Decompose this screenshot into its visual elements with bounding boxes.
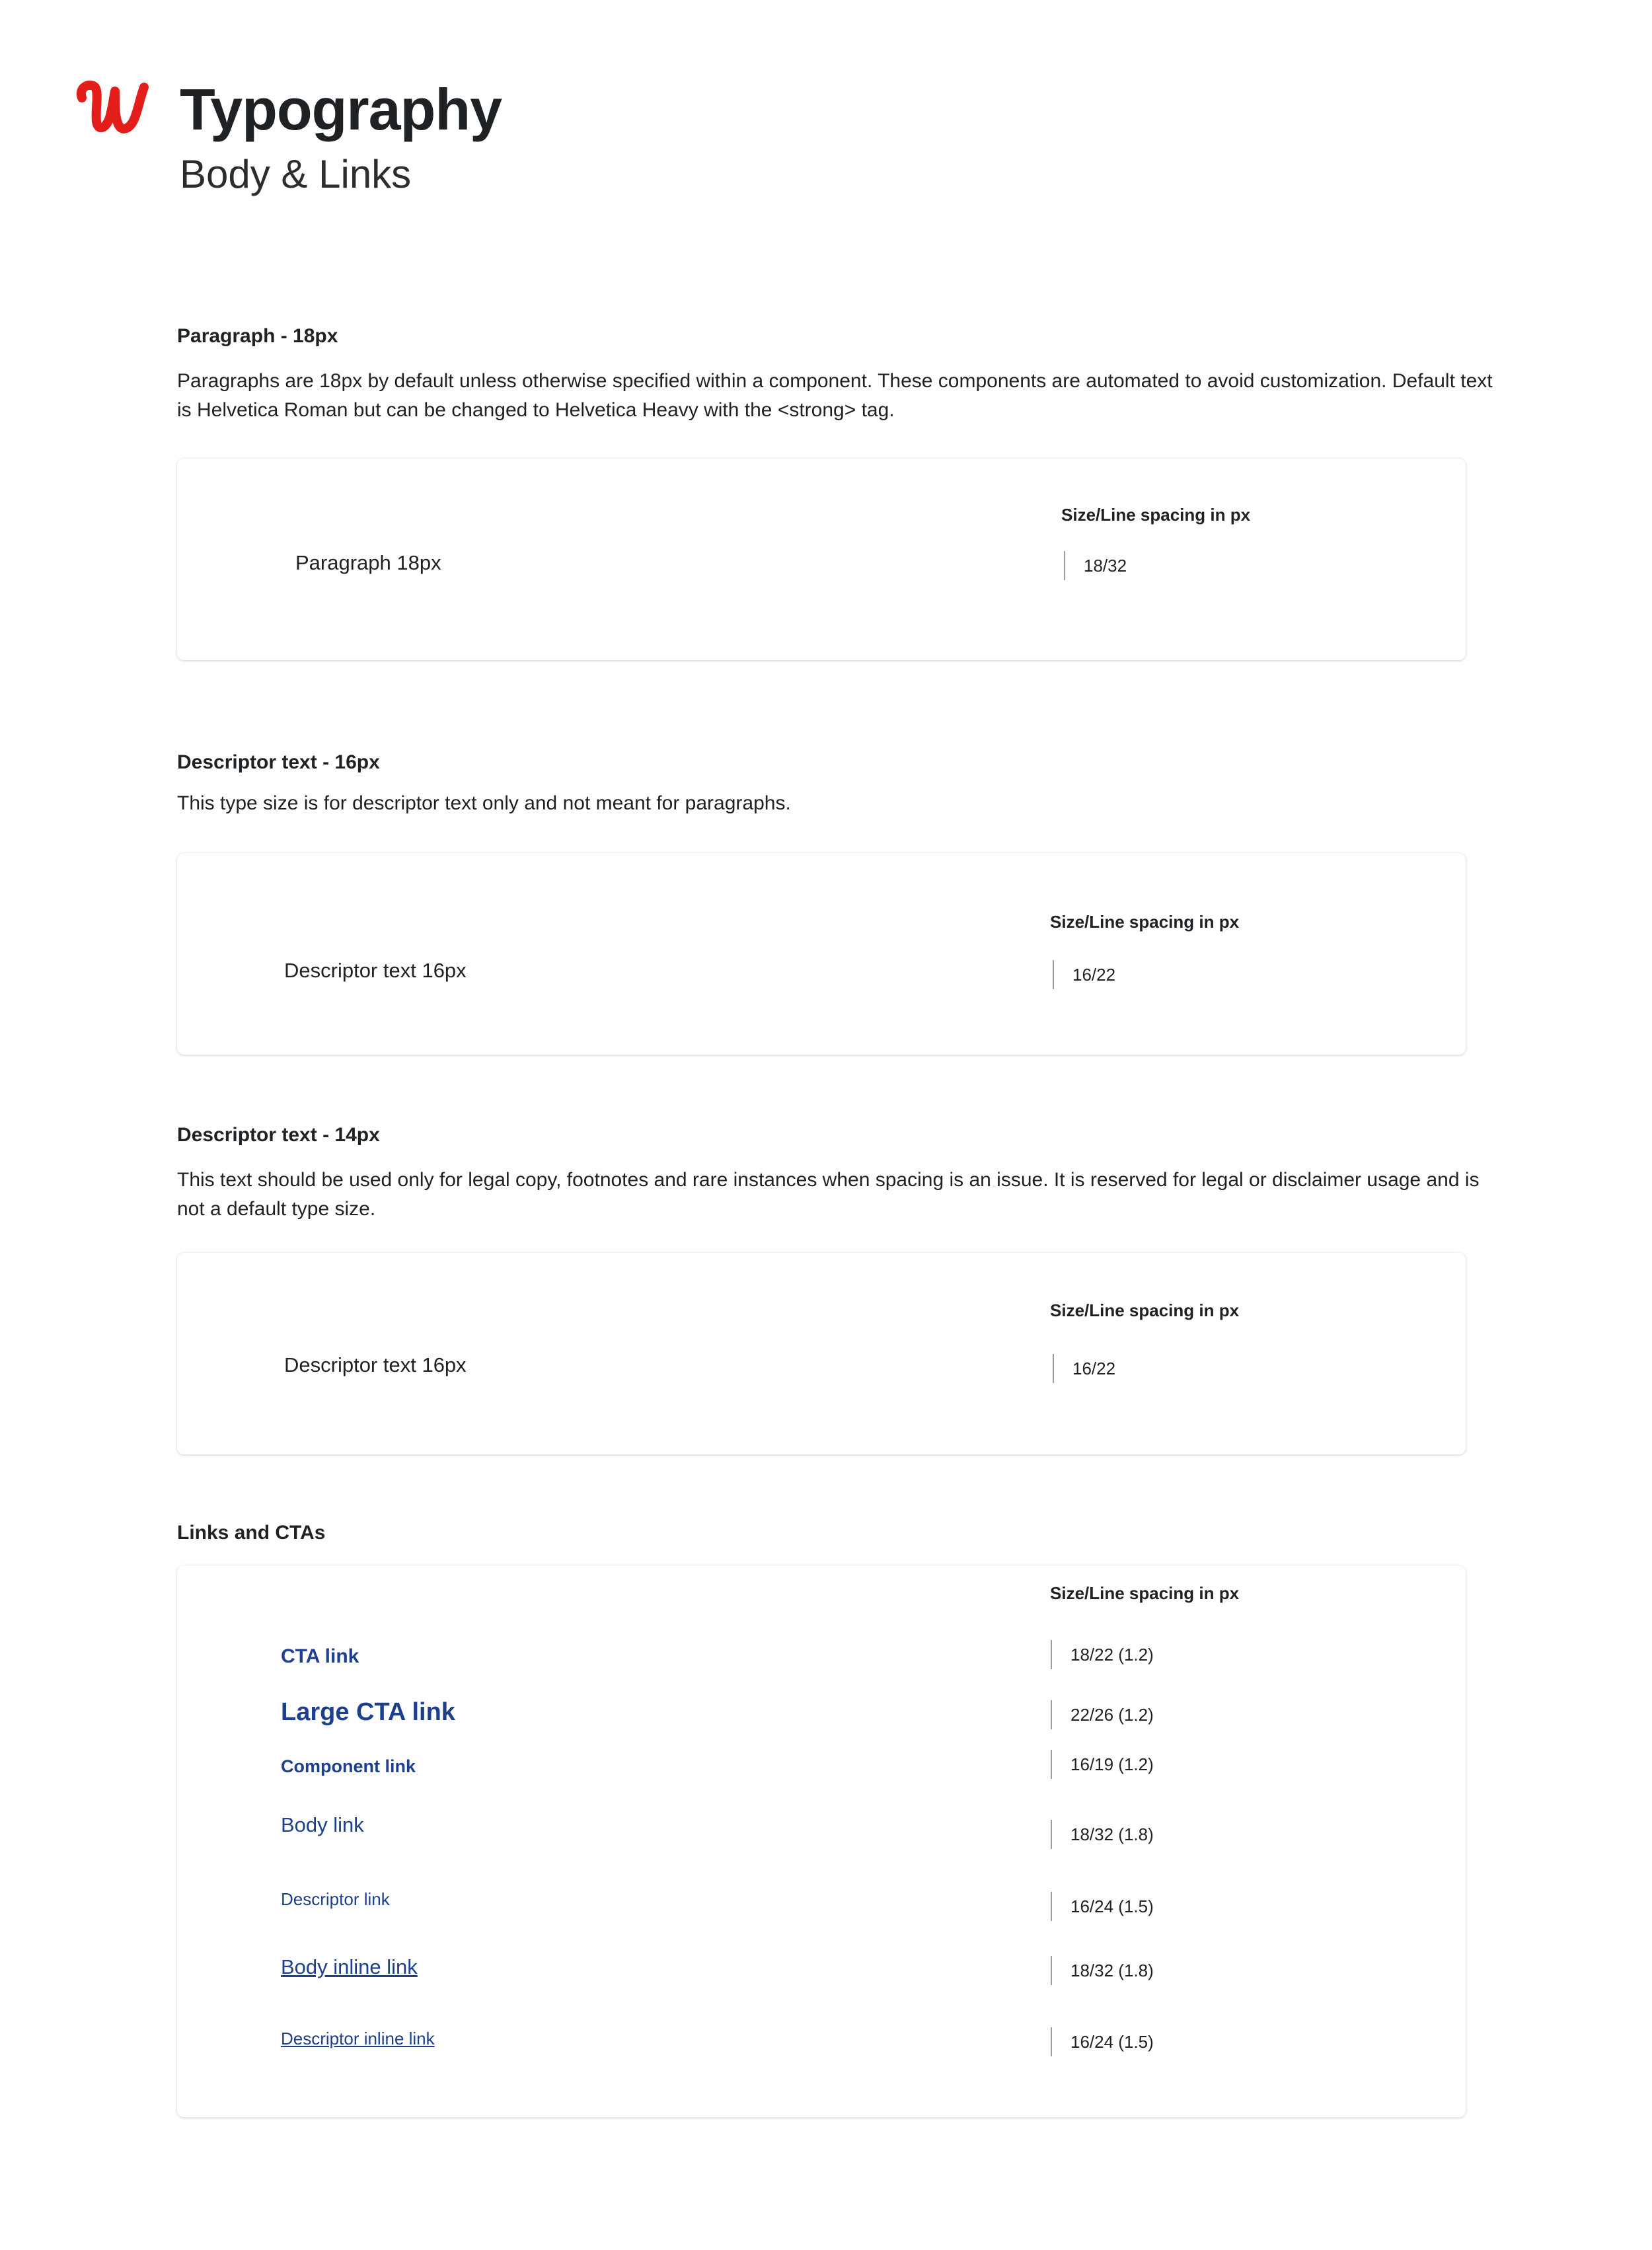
descriptor-link[interactable]: Descriptor link (281, 1889, 390, 1909)
descriptor14-sample: Descriptor text 16px (284, 1353, 467, 1376)
spec-value: 16/22 (1053, 1354, 1115, 1383)
component-link[interactable]: Component link (281, 1756, 416, 1776)
spec-value: 16/22 (1053, 960, 1115, 989)
spec-value: 18/32 (1.8) (1051, 1956, 1154, 1985)
spec-value: 18/22 (1.2) (1051, 1640, 1154, 1669)
descriptor14-heading: Descriptor text - 14px (177, 1124, 380, 1146)
spec-value: 16/24 (1.5) (1051, 1892, 1154, 1921)
page-title: Typography (180, 77, 502, 142)
descriptor16-sample: Descriptor text 16px (284, 959, 467, 982)
spec-value: 16/24 (1.5) (1051, 2027, 1154, 2056)
paragraph-sample: Paragraph 18px (295, 551, 441, 574)
body-link[interactable]: Body link (281, 1813, 364, 1836)
descriptor16-spec-card (177, 853, 1466, 1055)
walgreens-logo-icon (73, 78, 151, 137)
paragraph-description: Paragraphs are 18px by default unless otherwise specified within a component. These components are automated to avoid customization. Default text is Helvetica Roman but can be changed to Helvetica Heavy with the <strong> tag. (177, 370, 1493, 421)
paragraph-heading: Paragraph - 18px (177, 325, 338, 347)
paragraph-spec-card (177, 459, 1466, 660)
descriptor16-description: This type size is for descriptor text only and not meant for paragraphs. (177, 792, 791, 814)
links-spec-card (177, 1565, 1466, 2117)
page-subtitle: Body & Links (180, 152, 412, 196)
descriptor-inline-link[interactable]: Descriptor inline link (281, 2029, 435, 2048)
links-heading: Links and CTAs (177, 1522, 326, 1544)
spec-label: Size/Line spacing in px (1061, 505, 1251, 525)
spec-label: Size/Line spacing in px (1050, 1583, 1240, 1603)
large-cta-link[interactable]: Large CTA link (281, 1698, 455, 1726)
descriptor16-heading: Descriptor text - 16px (177, 751, 380, 773)
spec-value: 18/32 (1064, 551, 1127, 580)
body-inline-link[interactable]: Body inline link (281, 1955, 418, 1978)
descriptor14-description: This text should be used only for legal copy, footnotes and rare instances when spacing is an issue. It is reserved for legal or disclaimer usage and is not a default type size. (177, 1169, 1480, 1220)
spec-label: Size/Line spacing in px (1050, 912, 1240, 932)
spec-value: 18/32 (1.8) (1051, 1820, 1154, 1849)
descriptor14-spec-card (177, 1253, 1466, 1454)
cta-link[interactable]: CTA link (281, 1645, 359, 1667)
spec-label: Size/Line spacing in px (1050, 1300, 1240, 1320)
spec-value: 16/19 (1.2) (1051, 1750, 1154, 1779)
spec-value: 22/26 (1.2) (1051, 1700, 1154, 1729)
